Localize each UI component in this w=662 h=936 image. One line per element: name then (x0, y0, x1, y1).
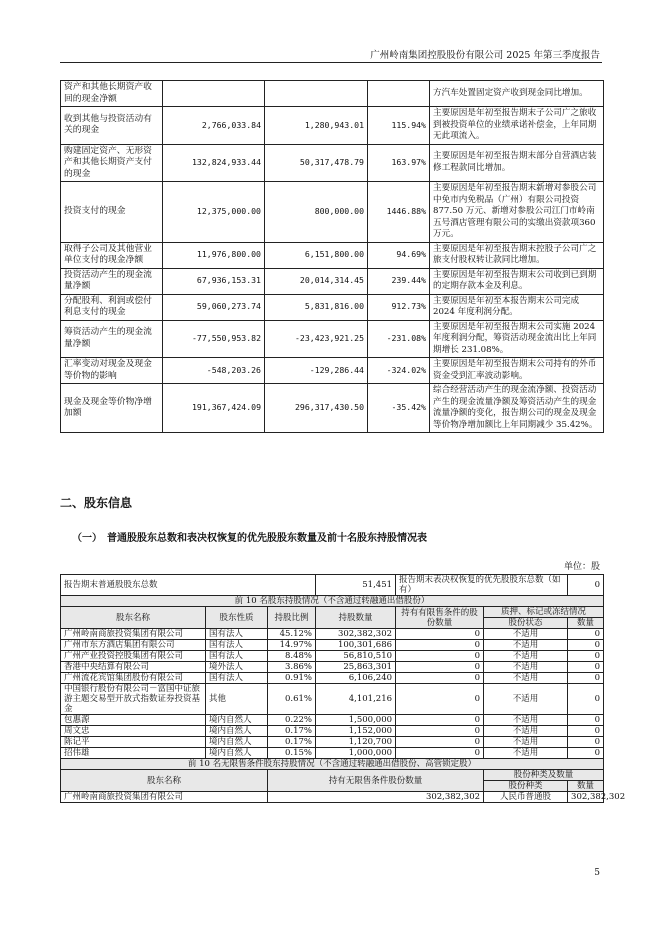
shareholder-ratio: 0.61% (268, 684, 316, 715)
shareholder-restricted: 0 (396, 748, 484, 759)
shareholder-name: 周文忠 (61, 726, 206, 737)
cashflow-change: 163.97% (368, 144, 430, 182)
shareholder-nature: 国有法人 (206, 651, 268, 662)
shareholder-status: 不适用 (484, 726, 568, 737)
shareholder-row (61, 673, 604, 684)
cashflow-item: 购建固定资产、无形资产和其他长期资产支付的现金 (61, 144, 163, 182)
cashflow-current: 132,824,933.44 (163, 144, 265, 182)
cashflow-row (61, 320, 604, 358)
cashflow-previous: 800,000.00 (265, 182, 368, 243)
col-header-count: 数量 (568, 618, 604, 629)
shareholder-count: 0 (568, 662, 604, 673)
cashflow-item: 筹资活动产生的现金流量净额 (61, 320, 163, 358)
shareholder-qty: 4,101,216 (316, 684, 396, 715)
cashflow-change: 115.94% (368, 107, 430, 145)
cashflow-previous: -129,286.44 (265, 358, 368, 384)
cashflow-reason: 主要原因是年初至报告期末子公司广之旅收到被投资单位的业绩承诺补偿金，上年同期无此项流入。 (430, 107, 604, 145)
col-header-qty: 持股数量 (316, 607, 396, 629)
shareholder-restricted: 0 (396, 640, 484, 651)
u-shareholder-qty: 302,382,302 (268, 792, 484, 803)
cashflow-change: 912.73% (368, 294, 430, 320)
shareholder-row (61, 715, 604, 726)
shareholder-count: 0 (568, 673, 604, 684)
u-col-header-kind-group: 股份种类及数量 (484, 770, 604, 781)
cashflow-item: 收到其他与投资活动有关的现金 (61, 107, 163, 145)
shareholder-qty: 1,000,000 (316, 748, 396, 759)
cashflow-row (61, 81, 604, 107)
header-divider (60, 62, 602, 63)
shareholder-nature: 国有法人 (206, 673, 268, 684)
cashflow-item: 现金及现金等价物净增加额 (61, 384, 163, 433)
cashflow-row (61, 358, 604, 384)
shareholder-nature: 国有法人 (206, 629, 268, 640)
top10-title-row (61, 596, 604, 607)
shareholder-nature: 境内自然人 (206, 748, 268, 759)
u-col-header-name: 股东名称 (61, 770, 268, 792)
shareholder-restricted: 0 (396, 726, 484, 737)
shareholder-restricted: 0 (396, 684, 484, 715)
cashflow-current: 2,766,033.84 (163, 107, 265, 145)
shareholder-count: 0 (568, 726, 604, 737)
unrestricted-title: 前 10 名无限售条件股东持股情况（不含通过转融通出借股份、高管锁定股） (61, 759, 604, 770)
cashflow-change: -231.08% (368, 320, 430, 358)
shareholder-status: 不适用 (484, 673, 568, 684)
section-subtitle: （一） 普通股股东总数和表决权恢复的优先股股东数量及前十名股东持股情况表 (72, 533, 427, 544)
shareholder-ratio: 0.17% (268, 737, 316, 748)
shareholder-ratio: 0.91% (268, 673, 316, 684)
shareholder-count: 0 (568, 651, 604, 662)
cashflow-current: 191,367,424.09 (163, 384, 265, 433)
shareholder-name: 广州产业投资控股集团有限公司 (61, 651, 206, 662)
shareholder-status: 不适用 (484, 662, 568, 673)
cashflow-change: 239.44% (368, 268, 430, 294)
cashflow-item: 投资支付的现金 (61, 182, 163, 243)
shareholder-name: 招伟雄 (61, 748, 206, 759)
shareholder-qty: 56,810,510 (316, 651, 396, 662)
summary-value: 51,451 (316, 575, 396, 596)
u-col-header-qty: 持有无限售条件股份数量 (268, 770, 484, 792)
cashflow-item: 资产和其他长期资产收回的现金净额 (61, 81, 163, 107)
shareholder-row (61, 748, 604, 759)
cashflow-reason: 主要原因是年初至报告期末部分自营酒店装修工程款同比增加。 (430, 144, 604, 182)
shareholder-qty: 25,863,301 (316, 662, 396, 673)
shareholder-restricted: 0 (396, 629, 484, 640)
cashflow-item: 取得子公司及其他营业单位支付的现金净额 (61, 242, 163, 268)
page-number: 5 (594, 868, 600, 878)
cashflow-current (163, 81, 265, 107)
cashflow-current: 11,976,800.00 (163, 242, 265, 268)
shareholder-count: 0 (568, 715, 604, 726)
shareholder-row (61, 726, 604, 737)
cashflow-current: 59,060,273.74 (163, 294, 265, 320)
unrestricted-title-row (61, 759, 604, 770)
cashflow-current: -77,550,953.82 (163, 320, 265, 358)
cashflow-reason: 主要原因是年初至本报告期末公司完成 2024 年度利润分配。 (430, 294, 604, 320)
shareholder-nature: 国有法人 (206, 640, 268, 651)
cashflow-reason: 方汽车处置固定资产收到现金同比增加。 (430, 81, 604, 107)
col-header-restricted: 持有有限售条件的股份数量 (396, 607, 484, 629)
cashflow-row (61, 268, 604, 294)
col-header-nature: 股东性质 (206, 607, 268, 629)
cashflow-change: 1446.88% (368, 182, 430, 243)
cashflow-previous: 1,280,943.01 (265, 107, 368, 145)
cashflow-row (61, 107, 604, 145)
cashflow-table (60, 80, 604, 433)
shareholder-restricted: 0 (396, 715, 484, 726)
shareholder-qty: 302,382,302 (316, 629, 396, 640)
shareholder-row (61, 662, 604, 673)
col-header-ratio: 持股比例 (268, 607, 316, 629)
cashflow-item: 分配股利、利润或偿付利息支付的现金 (61, 294, 163, 320)
shareholder-count: 0 (568, 629, 604, 640)
shareholder-status: 不适用 (484, 748, 568, 759)
shareholder-count: 0 (568, 640, 604, 651)
cashflow-row (61, 144, 604, 182)
cashflow-change: -35.42% (368, 384, 430, 433)
shareholder-row (61, 629, 604, 640)
shareholder-nature: 境外法人 (206, 662, 268, 673)
shareholder-count: 0 (568, 737, 604, 748)
shareholder-row (61, 737, 604, 748)
cashflow-row (61, 384, 604, 433)
shareholder-ratio: 0.22% (268, 715, 316, 726)
shareholder-name: 包惠源 (61, 715, 206, 726)
shareholder-qty: 100,301,686 (316, 640, 396, 651)
shareholder-status: 不适用 (484, 629, 568, 640)
shareholder-ratio: 14.97% (268, 640, 316, 651)
u-shareholder-amount: 302,382,302 (568, 792, 604, 803)
shareholder-table (60, 574, 626, 803)
summary-label: 报告期末普通股股东总数 (61, 575, 316, 596)
cashflow-change (368, 81, 430, 107)
shareholder-nature: 境内自然人 (206, 715, 268, 726)
shareholder-count: 0 (568, 748, 604, 759)
shareholder-status: 不适用 (484, 737, 568, 748)
shareholder-status: 不适用 (484, 684, 568, 715)
u-col-header-amount: 数量 (568, 781, 604, 792)
u-shareholder-kind: 人民币普通股 (484, 792, 568, 803)
col-header-name: 股东名称 (61, 607, 206, 629)
shareholder-name: 广州岭南商旅投资集团有限公司 (61, 629, 206, 640)
cashflow-previous: 6,151,800.00 (265, 242, 368, 268)
shareholder-restricted: 0 (396, 651, 484, 662)
cashflow-reason: 主要原因是年初至报告期末公司收到已到期的定期存款本金及利息。 (430, 268, 604, 294)
col-header-status: 股份状态 (484, 618, 568, 629)
shareholder-status: 不适用 (484, 640, 568, 651)
shareholder-qty: 1,152,000 (316, 726, 396, 737)
cashflow-row (61, 294, 604, 320)
cashflow-previous: -23,423,921.25 (265, 320, 368, 358)
shareholder-name: 陈记平 (61, 737, 206, 748)
shareholder-count: 0 (568, 684, 604, 715)
cashflow-row (61, 242, 604, 268)
cashflow-change: 94.69% (368, 242, 430, 268)
cashflow-previous (265, 81, 368, 107)
cashflow-previous: 20,014,314.45 (265, 268, 368, 294)
summary-row (61, 575, 604, 596)
pref-label: 报告期末表决权恢复的优先股股东总数（如有） (396, 575, 568, 596)
report-header-title: 广州岭南集团控股股份有限公司 2025 年第三季度报告 (370, 50, 600, 61)
shareholder-restricted: 0 (396, 673, 484, 684)
shareholder-status: 不适用 (484, 651, 568, 662)
shareholder-qty: 1,120,700 (316, 737, 396, 748)
header-row-1 (61, 607, 604, 618)
shareholder-ratio: 0.15% (268, 748, 316, 759)
cashflow-reason: 主要原因是年初至报告期末公司实施 2024 年度利润分配，筹资活动现金流出比上年同期增长 231.08%。 (430, 320, 604, 358)
shareholder-nature: 境内自然人 (206, 737, 268, 748)
cashflow-item: 汇率变动对现金及现金等价物的影响 (61, 358, 163, 384)
pref-value: 0 (568, 575, 604, 596)
shareholder-row (61, 640, 604, 651)
shareholder-restricted: 0 (396, 737, 484, 748)
shareholder-name: 广州流花宾馆集团股份有限公司 (61, 673, 206, 684)
cashflow-reason: 综合经营活动产生的现金流净额、投资活动产生的现金流量净额及筹资活动产生的现金流量净额的变化，报告期公司的现金及现金等价物净增加额比上年同期减少 35.42%。 (430, 384, 604, 433)
cashflow-change: -324.02% (368, 358, 430, 384)
shareholder-restricted: 0 (396, 662, 484, 673)
cashflow-previous: 50,317,478.79 (265, 144, 368, 182)
cashflow-current: 12,375,000.00 (163, 182, 265, 243)
shareholder-nature: 境内自然人 (206, 726, 268, 737)
shareholder-ratio: 0.17% (268, 726, 316, 737)
cashflow-previous: 5,831,816.00 (265, 294, 368, 320)
shareholder-name: 中国银行股份有限公司－富国中证旅游主题交易型开放式指数证券投资基金 (61, 684, 206, 715)
cashflow-reason: 主要原因是年初至报告期末公司持有的外币资金受到汇率波动影响。 (430, 358, 604, 384)
cashflow-row (61, 182, 604, 243)
cashflow-current: -548,203.26 (163, 358, 265, 384)
unrestricted-row (61, 792, 604, 803)
shareholder-ratio: 8.48% (268, 651, 316, 662)
cashflow-previous: 296,317,430.50 (265, 384, 368, 433)
cashflow-current: 67,936,153.31 (163, 268, 265, 294)
section-title: 二、股东信息 (60, 496, 133, 510)
shareholder-nature: 其他 (206, 684, 268, 715)
shareholder-name: 广州市东方酒店集团有限公司 (61, 640, 206, 651)
shareholder-name: 香港中央结算有限公司 (61, 662, 206, 673)
shareholder-ratio: 45.12% (268, 629, 316, 640)
unit-label: 单位：股 (563, 562, 600, 572)
cashflow-reason: 主要原因是年初至报告期末新增对参股公司中免市内免税品（广州）有限公司投资 877.50 万元、新增对参股公司江门市岭南五号酒店管理有限公司的实缴出资款项360 万元。 (430, 182, 604, 243)
shareholder-qty: 6,106,240 (316, 673, 396, 684)
shareholder-ratio: 3.86% (268, 662, 316, 673)
col-header-pledge: 质押、标记或冻结情况 (484, 607, 604, 618)
shareholder-row (61, 651, 604, 662)
u-shareholder-name: 广州岭南商旅投资集团有限公司 (61, 792, 268, 803)
top10-title: 前 10 名股东持股情况（不含通过转融通出借股份） (61, 596, 604, 607)
shareholder-row (61, 684, 604, 715)
u-col-header-kind: 股份种类 (484, 781, 568, 792)
shareholder-qty: 1,500,000 (316, 715, 396, 726)
u-header-row-1 (61, 770, 604, 781)
shareholder-status: 不适用 (484, 715, 568, 726)
cashflow-reason: 主要原因是年初至报告期末控股子公司广之旅支付股权转让款同比增加。 (430, 242, 604, 268)
cashflow-item: 投资活动产生的现金流量净额 (61, 268, 163, 294)
